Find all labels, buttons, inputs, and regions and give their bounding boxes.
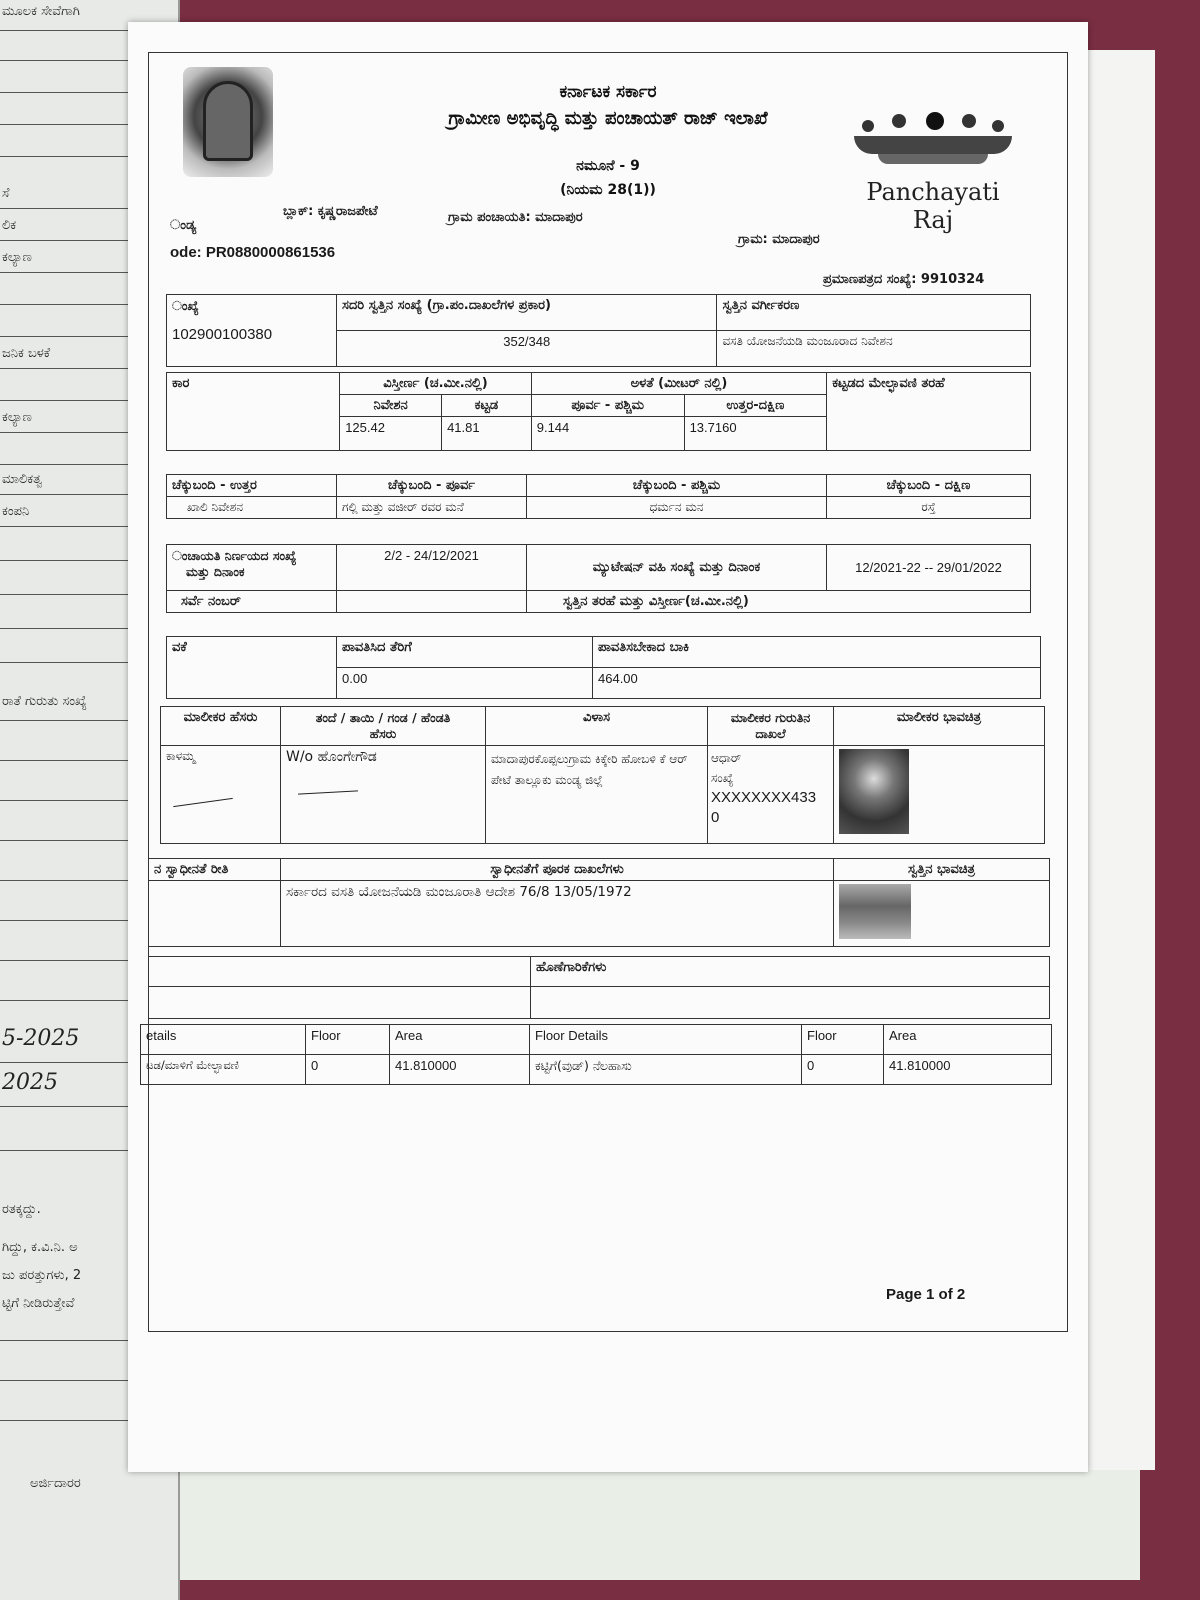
district-fragment: ಂಡ್ಯ xyxy=(170,218,197,233)
left-page-text: ಅರ್ಜಿದಾರರ xyxy=(30,1476,81,1491)
east-west-label: ಪೂರ್ವ - ಪಶ್ಚಿಮ xyxy=(531,395,684,417)
aadhaar-number: XXXXXXXX433 xyxy=(711,789,817,806)
building-area: 41.81 xyxy=(442,417,532,451)
aadhaar-number-tail: 0 xyxy=(711,809,720,826)
floor-header: etails xyxy=(141,1025,306,1055)
id-type: ಆಧಾರ್ xyxy=(711,751,742,765)
panchayati-raj-logo xyxy=(848,112,1018,234)
property-table xyxy=(166,294,1031,367)
left-page-text: ಕಲ್ಯಾಣ xyxy=(2,410,32,425)
govt-title: ಕರ್ನಾಟಕ ಸರ್ಕಾರ xyxy=(559,82,657,102)
asset-photo-label: ಸ್ವತ್ತಿನ ಭಾವಚಿತ್ರ xyxy=(834,859,1050,881)
owner-photo xyxy=(839,749,909,834)
site-area: 125.42 xyxy=(340,417,442,451)
left-page-text: ರತಕ್ಕದ್ದು. xyxy=(2,1202,41,1217)
relation-label-2: ಹೆಸರು xyxy=(369,726,397,741)
floor-cell: 41.810000 xyxy=(884,1055,1052,1085)
north-boundary-value: ಖಾಲಿ ನಿವೇಶನ xyxy=(167,497,337,519)
possession-table xyxy=(148,858,1050,947)
owner-relation: W/o ಹೊಂಗೇಗೌಡ xyxy=(281,746,486,844)
dimension-label: ಅಳತೆ (ಮೀಟರ್ ನಲ್ಲಿ) xyxy=(531,373,826,395)
tax-left-label: ವಕೆ xyxy=(167,637,337,699)
north-south-label: ಉತ್ತರ-ದಕ್ಷಿಣ xyxy=(684,395,827,417)
floor-cell: 41.810000 xyxy=(390,1055,530,1085)
block-name: ಬ್ಲಾಕ್: ಕೃಷ್ಣರಾಜಪೇಟೆ xyxy=(283,204,378,219)
tax-due-value: 464.00 xyxy=(593,668,1041,699)
logo-text: Panchayati Raj xyxy=(866,178,1000,234)
floor-cell: ಟಡ/ಮಾಳಿಗೆ ಮೇಲ್ಛಾವಣಿ xyxy=(141,1055,306,1085)
owner-name-label: ಮಾಲೀಕರ ಹೆಸರು xyxy=(161,707,281,746)
property-number-value: 352/348 xyxy=(337,331,717,367)
owner-photo-label: ಮಾಲೀಕರ ಭಾವಚಿತ್ರ xyxy=(834,707,1045,746)
area-label: ವಿಸ್ತೀರ್ಣ (ಚ.ಮೀ.ನಲ್ಲಿ) xyxy=(340,373,532,395)
possession-docs-label: ಸ್ವಾಧೀನತೆಗೆ ಪೂರಕ ದಾಖಲೆಗಳು xyxy=(281,859,834,881)
west-boundary-value: ಧರ್ಮನ ಮನ xyxy=(527,497,827,519)
owner-address: ಮಾದಾಪುರಕೊಪ್ಪಲುಗ್ರಾಮ ಕಿಕ್ಕೇರಿ ಹೋಬಳಿ ಕೆ ಆರ್ ಪೇಟೆ ತಾಲ್ಲೂಕು ಮಂಡ್ಯ ಜಿಲ್ಲೆ xyxy=(486,746,708,844)
left-page-text: ಕಂಪನಿ xyxy=(2,504,30,519)
village-name: ಗ್ರಾಮ: ಮಾದಾಪುರ xyxy=(738,232,820,247)
rule-number: (ನಿಯಮ 28(1)) xyxy=(560,182,656,198)
left-page-text: ಲಿಕ xyxy=(2,218,17,233)
east-boundary-value: ಗಲ್ಲಿ ಮತ್ತು ವಜೀರ್ ರವರ ಮನೆ xyxy=(337,497,527,519)
karnataka-emblem-icon xyxy=(183,67,273,177)
south-boundary-value: ರಸ್ತೆ xyxy=(827,497,1031,519)
col1-value: 102900100380 xyxy=(172,326,273,343)
survey-label: ಸರ್ವೆ ನಂಬರ್ xyxy=(167,591,337,613)
roof-label: ಕಟ್ಟಡದ ಮೇಲ್ಛಾವಣಿ ತರಹೆ xyxy=(827,373,1031,451)
asset-photo xyxy=(839,884,911,939)
type-label: ಕಾರ xyxy=(167,373,340,451)
tax-table xyxy=(166,636,1041,699)
floor-header: Floor xyxy=(306,1025,390,1055)
property-code: ode: PR0880000861536 xyxy=(170,244,336,261)
id-label-2: ದಾಖಲೆ xyxy=(755,726,786,741)
tax-paid-label: ಪಾವತಿಸಿದ ತೆರಿಗೆ xyxy=(337,637,593,668)
floor-details-table xyxy=(140,1024,1052,1085)
survey-value xyxy=(337,591,527,613)
east-boundary-label: ಚೆಕ್ಕುಬಂದಿ - ಪೂರ್ವ xyxy=(337,475,527,497)
tax-due-label: ಪಾವತಿಸಬೇಕಾದ ಬಾಕಿ xyxy=(593,637,1041,668)
left-page-text: ಜನಿಕ ಬಳಕೆ xyxy=(2,346,51,361)
left-page-text: ಟ್ಟಿಗೆ ನೀಡಿರುತ್ತೇವೆ xyxy=(2,1296,75,1311)
liabilities-value xyxy=(531,987,1050,1019)
floor-header: Area xyxy=(884,1025,1052,1055)
liabilities-table xyxy=(148,956,1050,1019)
left-page-text: ಕಲ್ಯಾಣ xyxy=(2,250,32,265)
asset-type-label: ಸ್ವತ್ತಿನ ತರಹೆ ಮತ್ತು ವಿಸ್ತೀರ್ಣ(ಚ.ಮೀ.ನಲ್ಲಿ) xyxy=(527,591,1031,613)
owner-table xyxy=(160,706,1045,844)
mutation-label: ಮ್ಯುಟೇಷನ್ ವಹಿ ಸಂಖ್ಯೆ ಮತ್ತು ದಿನಾಂಕ xyxy=(527,545,827,591)
handwritten-date: 2025 xyxy=(2,1070,58,1095)
floor-header: Floor Details xyxy=(530,1025,802,1055)
possession-mode-label: ನ ಸ್ವಾಧೀನತೆ ರೀತಿ xyxy=(149,859,281,881)
page-number: Page 1 of 2 xyxy=(886,1286,966,1303)
floor-cell: ಕಟ್ಟಿಗೆ(ವುಡ್) ನೆಲಹಾಸು xyxy=(530,1055,802,1085)
floor-cell: 0 xyxy=(802,1055,884,1085)
liabilities-label: ಹೊಣೆಗಾರಿಕೆಗಳು xyxy=(531,957,1050,987)
col1-label: ಂಖ್ಯೆ xyxy=(172,298,199,313)
boundaries-table xyxy=(166,474,1031,519)
building-label: ಕಟ್ಟಡ xyxy=(442,395,532,417)
site-label: ನಿವೇಶನ xyxy=(340,395,442,417)
left-page-text: ಗಿದ್ದು, ಕ.ವಿ.ನಿ. ಅ xyxy=(2,1240,78,1255)
owner-name: ಕಾಳಮ್ಮ xyxy=(161,746,281,844)
tax-paid-value: 0.00 xyxy=(337,668,593,699)
classification-value: ವಸತಿ ಯೋಜನೆಯಡಿ ಮಂಜೂರಾದ ನಿವೇಶನ xyxy=(717,331,1031,367)
resolution-table xyxy=(166,544,1031,613)
east-west-value: 9.144 xyxy=(531,417,684,451)
relation-label-1: ತಂದೆ / ತಾಯಿ / ಗಂಡ / ಹೆಂಡತಿ xyxy=(315,710,451,725)
department-title: ಗ್ರಾಮೀಣ ಅಭಿವೃದ್ಧಿ ಮತ್ತು ಪಂಚಾಯತ್ ರಾಜ್ ಇಲಾಖೆ xyxy=(448,108,768,129)
address-label: ವಿಳಾಸ xyxy=(486,707,708,746)
handwritten-date: 5-2025 xyxy=(2,1026,80,1051)
left-page-text: ಮಾಲಿಕತ್ವ xyxy=(2,472,43,487)
floor-header: Area xyxy=(390,1025,530,1055)
west-boundary-label: ಚೆಕ್ಕುಬಂದಿ - ಪಶ್ಚಿಮ xyxy=(527,475,827,497)
form-number: ನಮೂನೆ - 9 xyxy=(576,158,640,174)
certificate-sheet xyxy=(128,22,1088,1472)
classification-label: ಸ್ವತ್ತಿನ ವರ್ಗೀಕರಣ xyxy=(717,295,1031,331)
left-page-text: ಸೆ xyxy=(2,186,10,201)
floor-cell: 0 xyxy=(306,1055,390,1085)
possession-docs-value: ಸರ್ಕಾರದ ವಸತಿ ಯೋಜನೆಯಡಿ ಮಂಜೂರಾತಿ ಆದೇಶ 76/8 13/05/1972 xyxy=(281,881,834,947)
id-label-1: ಮಾಲೀಕರ ಗುರುತಿನ xyxy=(730,710,811,725)
north-boundary-label: ಚೆಕ್ಕುಬಂದಿ - ಉತ್ತರ xyxy=(167,475,337,497)
id-number-label: ಸಂಖ್ಯೆ xyxy=(711,771,734,785)
gram-panchayat-name: ಗ್ರಾಮ ಪಂಚಾಯತಿ: ಮಾದಾಪುರ xyxy=(448,210,583,225)
property-number-label: ಸದರಿ ಸ್ವತ್ತಿನ ಸಂಖ್ಯೆ (ಗ್ರಾ.ಪಂ.ದಾಖಲೆಗಳ ಪ್ರಕಾರ) xyxy=(337,295,717,331)
left-page-text: ರಾತೆ ಗುರುತು ಸಂಖ್ಯೆ xyxy=(2,694,87,709)
left-page-text: ಜು ಪರತ್ತುಗಳು, 2 xyxy=(2,1268,82,1283)
resolution-label-1: ಂಚಾಯತಿ ನಿರ್ಣಯದ ಸಂಖ್ಯೆ xyxy=(172,548,297,563)
south-boundary-label: ಚೆಕ್ಕುಬಂದಿ - ದಕ್ಷಿಣ xyxy=(827,475,1031,497)
mutation-value: 12/2021-22 -- 29/01/2022 xyxy=(827,545,1031,591)
certificate-number: ಪ್ರಮಾಣಪತ್ರದ ಸಂಖ್ಯೆ: 9910324 xyxy=(823,272,985,287)
resolution-value: 2/2 - 24/12/2021 xyxy=(337,545,527,591)
resolution-label-2: ಮತ್ತು ದಿನಾಂಕ xyxy=(186,564,245,579)
left-page-text: ಮೂಲಕ ಸೇವೆಗಾಗಿ xyxy=(2,4,80,19)
north-south-value: 13.7160 xyxy=(684,417,827,451)
floor-header: Floor xyxy=(802,1025,884,1055)
dimensions-table xyxy=(166,372,1031,451)
